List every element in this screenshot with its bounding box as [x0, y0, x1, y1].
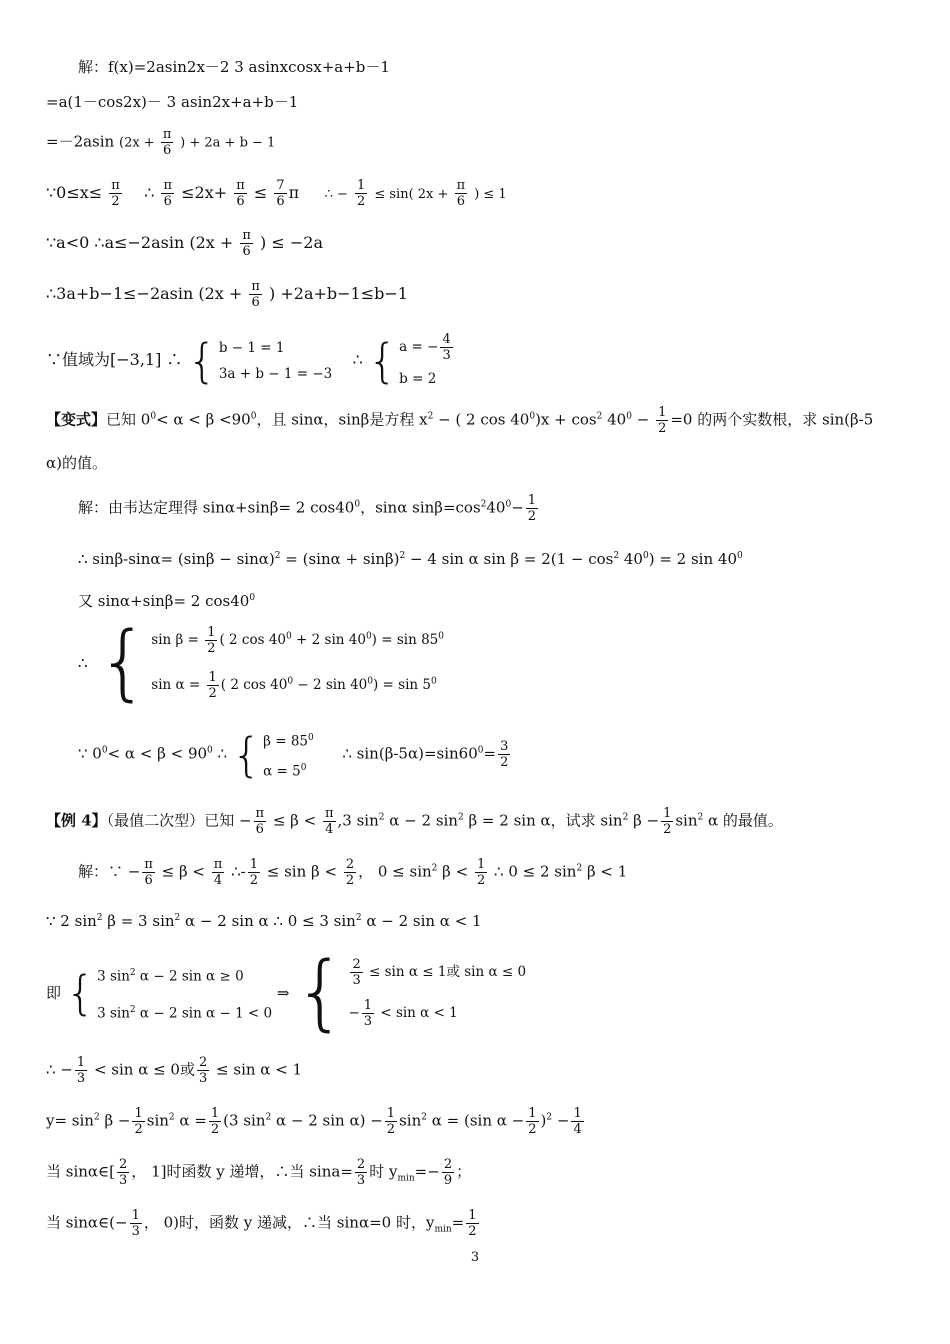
text: (2x +: [119, 135, 159, 151]
solution-line-4: ∵0≤x≤ $\frac{\pi}{2}$ ∴ $\frac{\pi}{6}$ ≤2x+ $\frac{\pi}{6}$ ≤ $\frac{7}{6}$ π ∴ − $\frac{1}{2}$ ≤ sin( 2x + $\frac{\pi}{6}$ ) ≤ 1: [46, 178, 507, 209]
text: ) + 2a + b − 1: [180, 135, 276, 151]
solution-line-6: ∴3a+b−1≤−2asin (2x + $\frac{\pi}{6}$ ) +2a+b−1≤b−1: [46, 279, 408, 310]
solution-line-1: 解：f(x)=2asin2x－2 3 asinxcosx+a+b－1: [78, 58, 390, 76]
variant-sol-4: ∵ $0^0< \alpha < \beta < 90^0$ ∴ { $\beta = 85^0$ $\alpha = 5^0$ ∴ $\sin(\beta-5\alpha)=\sin 60^0=$ $\frac{3}{2}$: [78, 727, 509, 782]
solution-line-7: ∵值域为[−3,1] ∴ { b − 1 = 1 3a + b − 1 = −3 ∴ { a = − $\frac{4}{3}$ b = 2: [46, 332, 451, 388]
variant-sol-3: 又 sinα+sinβ= 2 $\cos 40^0$: [78, 592, 256, 610]
variant-sol-system: ∴ { sin β = $\frac{1}{2}$ ( 2 $\cos 40^0 + 2$ $\sin 40^0) = \sin 85^0$ sin α = $\frac{1}{2}$ ( 2 $\cos 40^0 - 2$ $\sin 40^0) = \sin 5^0$: [78, 615, 444, 710]
example4-sol-4: ∴ − $\frac{1}{3}$ < sin α ≤ 0或 $\frac{2}{3}$ ≤ sin α < 1: [46, 1055, 303, 1086]
example4-sol-6: 当 sinα∈[ $\frac{2}{3}$ ， 1]时函数 y 递增，∴当 sina= $\frac{2}{3}$ 时 $y_{min}=-$ $\frac{2}{9}$ ；: [46, 1157, 472, 1188]
variant-problem-cont: α)的值。: [46, 454, 107, 472]
solution-line-5: ∵a<0 ∴a≤−2asin (2x + $\frac{\pi}{6}$ ) ≤ −2a: [46, 228, 323, 259]
solution-line-3: [46, 127, 275, 158]
text: =－2asin: [46, 132, 115, 151]
example4-sol-5: $y= \sin^2 \beta$ − $\frac{1}{2}$ $\sin^2 \alpha$ = $\frac{1}{2}$ (3 $\sin^2 \alpha - 2$ sin α) − $\frac{1}{2}$ $\sin^2 \alpha = (\sin$ α − $\frac{1}{2}$ )$^2$ − $\frac{1}{4}$: [46, 1106, 582, 1137]
page-number: 3: [470, 1250, 480, 1265]
variant-sol-1: 解：由韦达定理得 sinα+sinβ= 2 $\cos 40^0$，sinα $\sin\beta=\cos^240^0-$ $\frac{1}{2}$: [78, 493, 537, 524]
solution-line-2: =a(1－cos2x)－ 3 asin2x+a+b－1: [46, 93, 299, 111]
example4-sol-7: 当 sinα∈(− $\frac{1}{3}$ ， 0)时，函数 y 递减，∴当 sinα=0 时，$y_{min}=$ $\frac{1}{2}$: [46, 1208, 477, 1239]
variant-problem: 【变式】已知 $0^0< \alpha < \beta <90^0$，且 sinα，sinβ是方程 $x^2$ − ( 2 $\cos 40^0)x + \cos^2 40^0$ − $\frac{1}{2}$ =0 的两个实数根，求 sin(β-5: [46, 405, 874, 436]
example4-sol-1: 解：∵ − $\frac{\pi}{6}$ ≤ β < $\frac{\pi}{4}$ ∴- $\frac{1}{2}$ ≤ sin β < $\frac{2}{2}$ ， $0 \le \sin^2 \beta$ < $\frac{1}{2}$ ∴ 0 ≤ 2 $\sin^2 \beta < 1$: [78, 857, 628, 888]
fraction: $\frac{\pi}{6}$: [162, 127, 172, 158]
example4-sol-2: ∵ 2 $\sin^2 \beta = 3$ $\sin^2 \alpha - 2$ sin α ∴ 0 ≤ 3 $\sin^2 \alpha - 2$ sin α < 1: [46, 912, 482, 930]
example4-problem: 【例 4】（最值二次型）已知 − $\frac{\pi}{6}$ ≤ β < $\frac{\pi}{4}$ ,3 $\sin^2 \alpha - 2$ $\sin^2 \beta = 2$ sin α，试求 $\sin^2 \beta$ − $\frac{1}{2}$ $\sin^2 \alpha$ 的最值。: [46, 806, 783, 837]
example4-sol-3: 即 { 3 $\sin^2 \alpha - 2$ sin α ≥ 0 3 $\sin^2 \alpha - 2$ sin α − 1 < 0 ⇒ { $\frac{2}{3}$ ≤ sin α ≤ 1或 sin α ≤ 0 − $\frac{1}{3}$ < sin α < 1: [46, 945, 527, 1040]
variant-sol-2: ∴ $\sin\beta-\sin\alpha= (\sin\beta - \sin\alpha)^2 = (\sin\alpha + \sin\beta)^2 - 4$ sin α $\sin \beta = 2(1 - \cos^2 40^0) = 2$ $\sin 40^0$: [78, 550, 743, 568]
